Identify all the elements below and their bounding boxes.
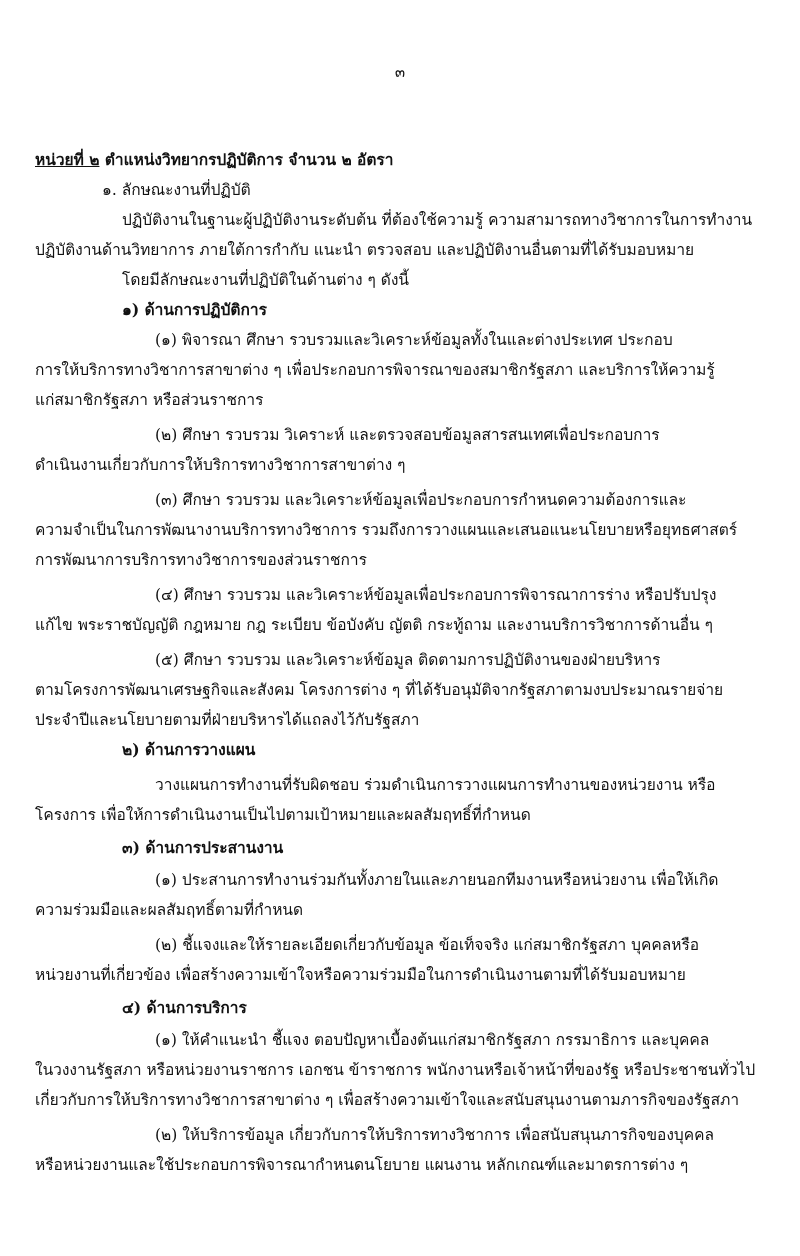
subsection-title-service: ๔) ด้านการบริการ (122, 998, 247, 1017)
paragraph-line: เกี่ยวกับการให้บริการทางวิชาการสาขาต่าง ๆ เพื่อสร้างความเข้าใจและสนับสนุนงานตามภารกิจของรัฐสภา (35, 1091, 740, 1109)
paragraph-line: (๓) ศึกษา รวบรวม และวิเคราะห์ข้อมูลเพื่อประกอบการกำหนดความต้องการและ (155, 491, 687, 509)
subsection-title-operations: ๑) ด้านการปฏิบัติการ (122, 300, 267, 319)
paragraph-line: ในวงงานรัฐสภา หรือหน่วยงานราชการ เอกชน ข้าราชการ พนักงานหรือเจ้าหน้าที่ของรัฐ หรือประชาชนทั่วไป (35, 1061, 756, 1079)
page-number: ๓ (394, 63, 406, 81)
paragraph-line: ปฏิบัติงานด้านวิทยาการ ภายใต้การกำกับ แนะนำ ตรวจสอบ และปฏิบัติงานอื่นตามที่ได้รับมอบหมาย (35, 241, 695, 259)
paragraph-line: (๑) ประสานการทำงานร่วมกันทั้งภายในและภายนอกทีมงานหรือหน่วยงาน เพื่อให้เกิด (155, 871, 719, 889)
paragraph-line: หรือหน่วยงานและใช้ประกอบการพิจารณากำหนดนโยบาย แผนงาน หลักเกณฑ์และมาตรการต่าง ๆ (35, 1156, 689, 1174)
paragraph-line: โดยมีลักษณะงานที่ปฏิบัติในด้านต่าง ๆ ดังนี้ (122, 271, 410, 289)
paragraph-line: ตามโครงการพัฒนาเศรษฐกิจและสังคม โครงการต่าง ๆ ที่ได้รับอนุมัติจากรัฐสภาตามงบประมาณรายจ่าย (35, 681, 724, 699)
paragraph-line: ประจำปีและนโยบายตามที่ฝ่ายบริหารได้แถลงไว้กับรัฐสภา (35, 711, 420, 729)
paragraph-line: แก่สมาชิกรัฐสภา หรือส่วนราชการ (35, 391, 264, 409)
paragraph-line: วางแผนการทำงานที่รับผิดชอบ ร่วมดำเนินการวางแผนการทำงานของหน่วยงาน หรือ (155, 776, 716, 794)
paragraph-line: (๒) ให้บริการข้อมูล เกี่ยวกับการให้บริการทางวิชาการ เพื่อสนับสนุนภารกิจของบุคคล (155, 1126, 715, 1144)
paragraph-line: การพัฒนาการบริการทางวิชาการของส่วนราชการ (35, 551, 367, 569)
unit-heading: หน่วยที่ ๒ (35, 150, 100, 169)
paragraph-line: (๒) ชี้แจงและให้รายละเอียดเกี่ยวกับข้อมูล ข้อเท็จจริง แก่สมาชิกรัฐสภา บุคคลหรือ (155, 936, 700, 954)
paragraph-line: แก้ไข พระราชบัญญัติ กฎหมาย กฎ ระเบียบ ข้อบังคับ ญัตติ กระทู้ถาม และงานบริการวิชาการด้านอื่น ๆ (35, 616, 713, 634)
unit-heading-line (35, 150, 393, 170)
paragraph-line: การให้บริการทางวิชาการสาขาต่าง ๆ เพื่อประกอบการพิจารณาของสมาชิกรัฐสภา และบริการให้ความรู้ (35, 361, 715, 379)
paragraph-line: โครงการ เพื่อให้การดำเนินงานเป็นไปตามเป้าหมายและผลสัมฤทธิ์ที่กำหนด (35, 806, 531, 824)
paragraph-line: (๑) ให้คำแนะนำ ชี้แจง ตอบปัญหาเบื้องต้นแก่สมาชิกรัฐสภา กรรมาธิการ และบุคคล (155, 1031, 710, 1049)
section-title-job-description: ๑. ลักษณะงานที่ปฏิบัติ (102, 181, 251, 199)
paragraph-line: (๔) ศึกษา รวบรวม และวิเคราะห์ข้อมูลเพื่อประกอบการพิจารณาการร่าง หรือปรับปรุง (155, 586, 717, 604)
subsection-title-coordination: ๓) ด้านการประสานงาน (122, 838, 284, 857)
paragraph-line: ความจำเป็นในการพัฒนางานบริการทางวิชาการ รวมถึงการวางแผนและเสนอแนะนโยบายหรือยุทธศาสตร์ (35, 521, 738, 539)
paragraph-line: ความร่วมมือและผลสัมฤทธิ์ตามที่กำหนด (35, 901, 304, 919)
paragraph-line: (๑) พิจารณา ศึกษา รวบรวมและวิเคราะห์ข้อมูลทั้งในและต่างประเทศ ประกอบ (155, 331, 673, 349)
paragraph-line: (๒) ศึกษา รวบรวม วิเคราะห์ และตรวจสอบข้อมูลสารสนเทศเพื่อประกอบการ (155, 426, 660, 444)
paragraph-line: (๕) ศึกษา รวบรวม และวิเคราะห์ข้อมูล ติดตามการปฏิบัติงานของฝ่ายบริหาร (155, 651, 661, 669)
subsection-title-planning: ๒) ด้านการวางแผน (122, 740, 256, 759)
position-title: ตำแหน่งวิทยากรปฏิบัติการ จำนวน ๒ อัตรา (104, 150, 394, 169)
paragraph-line: ปฏิบัติงานในฐานะผู้ปฏิบัติงานระดับต้น ที่ต้องใช้ความรู้ ความสามารถทางวิชาการในการทำงาน (122, 211, 753, 229)
paragraph-line: หน่วยงานที่เกี่ยวข้อง เพื่อสร้างความเข้าใจหรือความร่วมมือในการดำเนินงานตามที่ได้รับมอบหมาย (35, 966, 686, 984)
paragraph-line: ดำเนินงานเกี่ยวกับการให้บริการทางวิชาการสาขาต่าง ๆ (35, 456, 406, 474)
